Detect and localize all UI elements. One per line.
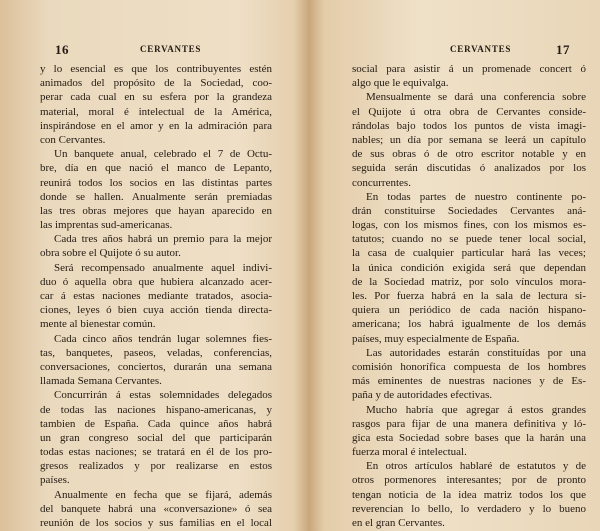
text-line: de sus obras ó de otro escritor notable y en	[352, 148, 586, 161]
text-line: paña y de autoridades efectivas.	[352, 389, 493, 402]
text-line: otros pormenores interesantes; por de pronto	[352, 474, 586, 487]
text-line: más eminentes de nuestras naciones y de Es-	[352, 375, 586, 388]
text-line: Cada cinco años tendrán lugar solemnes fies-	[54, 332, 272, 345]
text-line: tatutos; cuando no se puede tener local social,	[352, 233, 586, 246]
text-line: las imprentas sud-americanas.	[40, 219, 173, 232]
text-line: en el gran Cervantes.	[352, 517, 445, 529]
text-line: En otros artículos hablaré de estatutos y de	[366, 460, 586, 473]
text-line: países, muy especialmente de España.	[352, 332, 520, 345]
text-line: algo que le equivalga.	[352, 77, 449, 90]
text-line: tas, banquetes, paseos, veladas, conferencias,	[40, 346, 272, 359]
text-line: reunirá todos los socios en las distintas partes	[40, 176, 272, 189]
text-line: animados del propósito de la Sociedad, coo-	[40, 77, 272, 90]
text-line: llamada Semana Cervantes.	[40, 375, 162, 388]
text-line: Será recompensado anualmente aquel indivi-	[54, 261, 272, 274]
text-line: tengan noticia de la idea matriz todos los que	[352, 488, 586, 501]
text-line: fuerza moral é intelectual.	[352, 446, 467, 459]
text-line: americana; los habrá igualmente de los demás	[352, 318, 586, 331]
text-line: Un banquete anual, celebrado el 7 de Octu-	[54, 148, 272, 161]
right-page-header	[350, 42, 570, 58]
running-head: CERVANTES	[140, 44, 202, 54]
text-line: Mensualmente se dará una conferencia sobre	[366, 91, 586, 104]
text-line: del banquete habrá una «conversazione» ó sea	[40, 502, 272, 515]
text-line: quiera un periódico de cada nación hispano-	[352, 304, 586, 317]
running-head: CERVANTES	[450, 44, 512, 54]
text-line: social para asistir á un promenade concert ó	[352, 63, 586, 75]
text-line: ciones, leyes ó bien cuya acción tienda directa-	[40, 304, 272, 317]
text-line: concurrentes.	[352, 176, 411, 189]
text-line: gresos realizados y por realizarse en estos	[40, 460, 272, 473]
text-line: de todas las naciones hispano-americanas, y	[40, 403, 272, 416]
text-line: seguida serán discutidas ó analizados por los	[352, 162, 586, 175]
text-line: perar cada cual en su esfera por la grandeza	[40, 91, 272, 104]
text-line: Las autoridades estarán constituídas por una	[366, 346, 586, 359]
text-line: donde se hallen. Anualmente serán premiadas	[40, 190, 272, 203]
text-line: la única condición exigida será que dependan	[352, 261, 586, 274]
right-page	[305, 0, 600, 531]
text-line: rasgos para fijar de una manera definitiva y ló-	[352, 417, 586, 430]
page-number: 16	[55, 42, 69, 57]
text-line: la casa de cualquier particular hará las veces;	[352, 247, 586, 260]
text-line: de la Sociedad matriz, por solo vínculos mora-	[352, 275, 586, 288]
text-line: nables; un día por semana se leerá un capítulo	[352, 133, 586, 146]
text-line: bre, día en que nació el manco de Lepanto,	[40, 162, 272, 175]
text-line: reunión de los socios y sus familias en el local	[40, 517, 272, 529]
text-line: el Quijote ú otra obra de Cervantes conside-	[352, 105, 586, 118]
right-page-text	[352, 62, 586, 530]
text-line: países.	[40, 474, 70, 487]
text-line: logas, con los mismos fines, con los mismos es-	[352, 219, 586, 232]
text-line: obra sobre el Quijote ó su autor.	[40, 247, 181, 260]
text-line: drán constituirse Sociedades Cervantes aná-	[352, 204, 586, 217]
page-number: 17	[556, 42, 570, 57]
text-line: Anualmente en fecha que se fijará, además	[54, 488, 272, 501]
text-line: Cada tres años habrá un premio para la mejor	[54, 233, 272, 246]
text-line: comisión honorífica compuesta de los hombres	[352, 360, 586, 373]
text-line: gica esta Sociedad sobre bases que la harán una	[352, 431, 586, 444]
text-line: conversaciones, conciertos, durarán una semana	[40, 360, 272, 373]
text-line: reverencian lo bello, lo verdadero y lo bueno	[352, 502, 586, 515]
text-line: las tres obras mejores que hayan aparecido en	[40, 204, 272, 217]
text-line: les. Por fuerza habrá en la sala de lectura si-	[352, 290, 586, 302]
text-line: duo ó aquella obra que hubiera alcanzado acer-	[40, 275, 272, 288]
left-page-text	[40, 62, 272, 530]
text-line: material, moral é intelectual de la América,	[40, 105, 272, 118]
text-line: con Cervantes.	[40, 133, 106, 146]
text-line: tambien de España. Cada quince años habrá	[40, 417, 272, 430]
left-page-header	[40, 42, 280, 58]
text-line: todas estas naciones; se tratará en él de los pro-	[40, 446, 272, 459]
text-line: un gran congreso social del que participarán	[40, 431, 272, 444]
text-line: car á estas naciones mediante tratados, asocia-	[40, 290, 272, 302]
text-line: inspirándose en el amor y en la admiración para	[40, 119, 272, 132]
text-line: En todas partes de nuestro continente po-	[366, 190, 586, 203]
text-line: Concurrirán á estas solemnidades delegados	[54, 389, 272, 402]
text-line: Mucho habría que agregar á estos grandes	[366, 403, 586, 416]
text-line: y lo esencial es que los contribuyentes estén	[40, 63, 272, 75]
text-line: rándolas bajo todos los puntos de vista imagi-	[352, 119, 586, 132]
text-line: mente al bienestar común.	[40, 318, 156, 331]
